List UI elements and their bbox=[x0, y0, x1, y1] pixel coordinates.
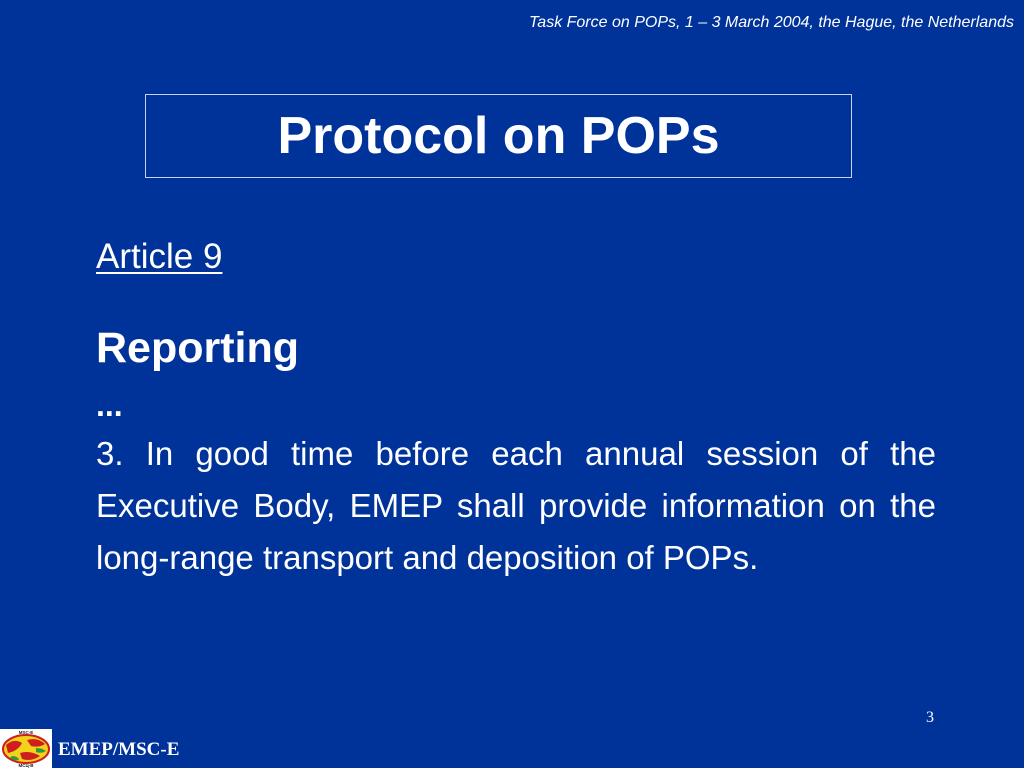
article-heading: Article 9 bbox=[96, 237, 223, 276]
section-heading: Reporting bbox=[96, 324, 300, 372]
page-number: 3 bbox=[926, 709, 934, 726]
article-paragraph: 3. In good time before each annual session of the Executive Body, EMEP shall provide information on the long-range transport and deposition of POPs. bbox=[96, 435, 936, 576]
ellipsis: ... bbox=[96, 387, 123, 423]
logo-top-text: MSC-E bbox=[18, 730, 34, 735]
logo-bottom-text: МСЦ-В bbox=[18, 763, 34, 768]
emep-msc-e-logo bbox=[0, 729, 52, 768]
globe-icon bbox=[0, 729, 52, 768]
footer-label: EMEP/MSC-E bbox=[58, 739, 180, 760]
event-header: Task Force on POPs, 1 – 3 March 2004, the Hague, the Netherlands bbox=[528, 14, 1014, 31]
footer bbox=[0, 729, 1024, 768]
title-box bbox=[145, 94, 852, 178]
slide-title: Protocol on POPs bbox=[277, 107, 720, 165]
